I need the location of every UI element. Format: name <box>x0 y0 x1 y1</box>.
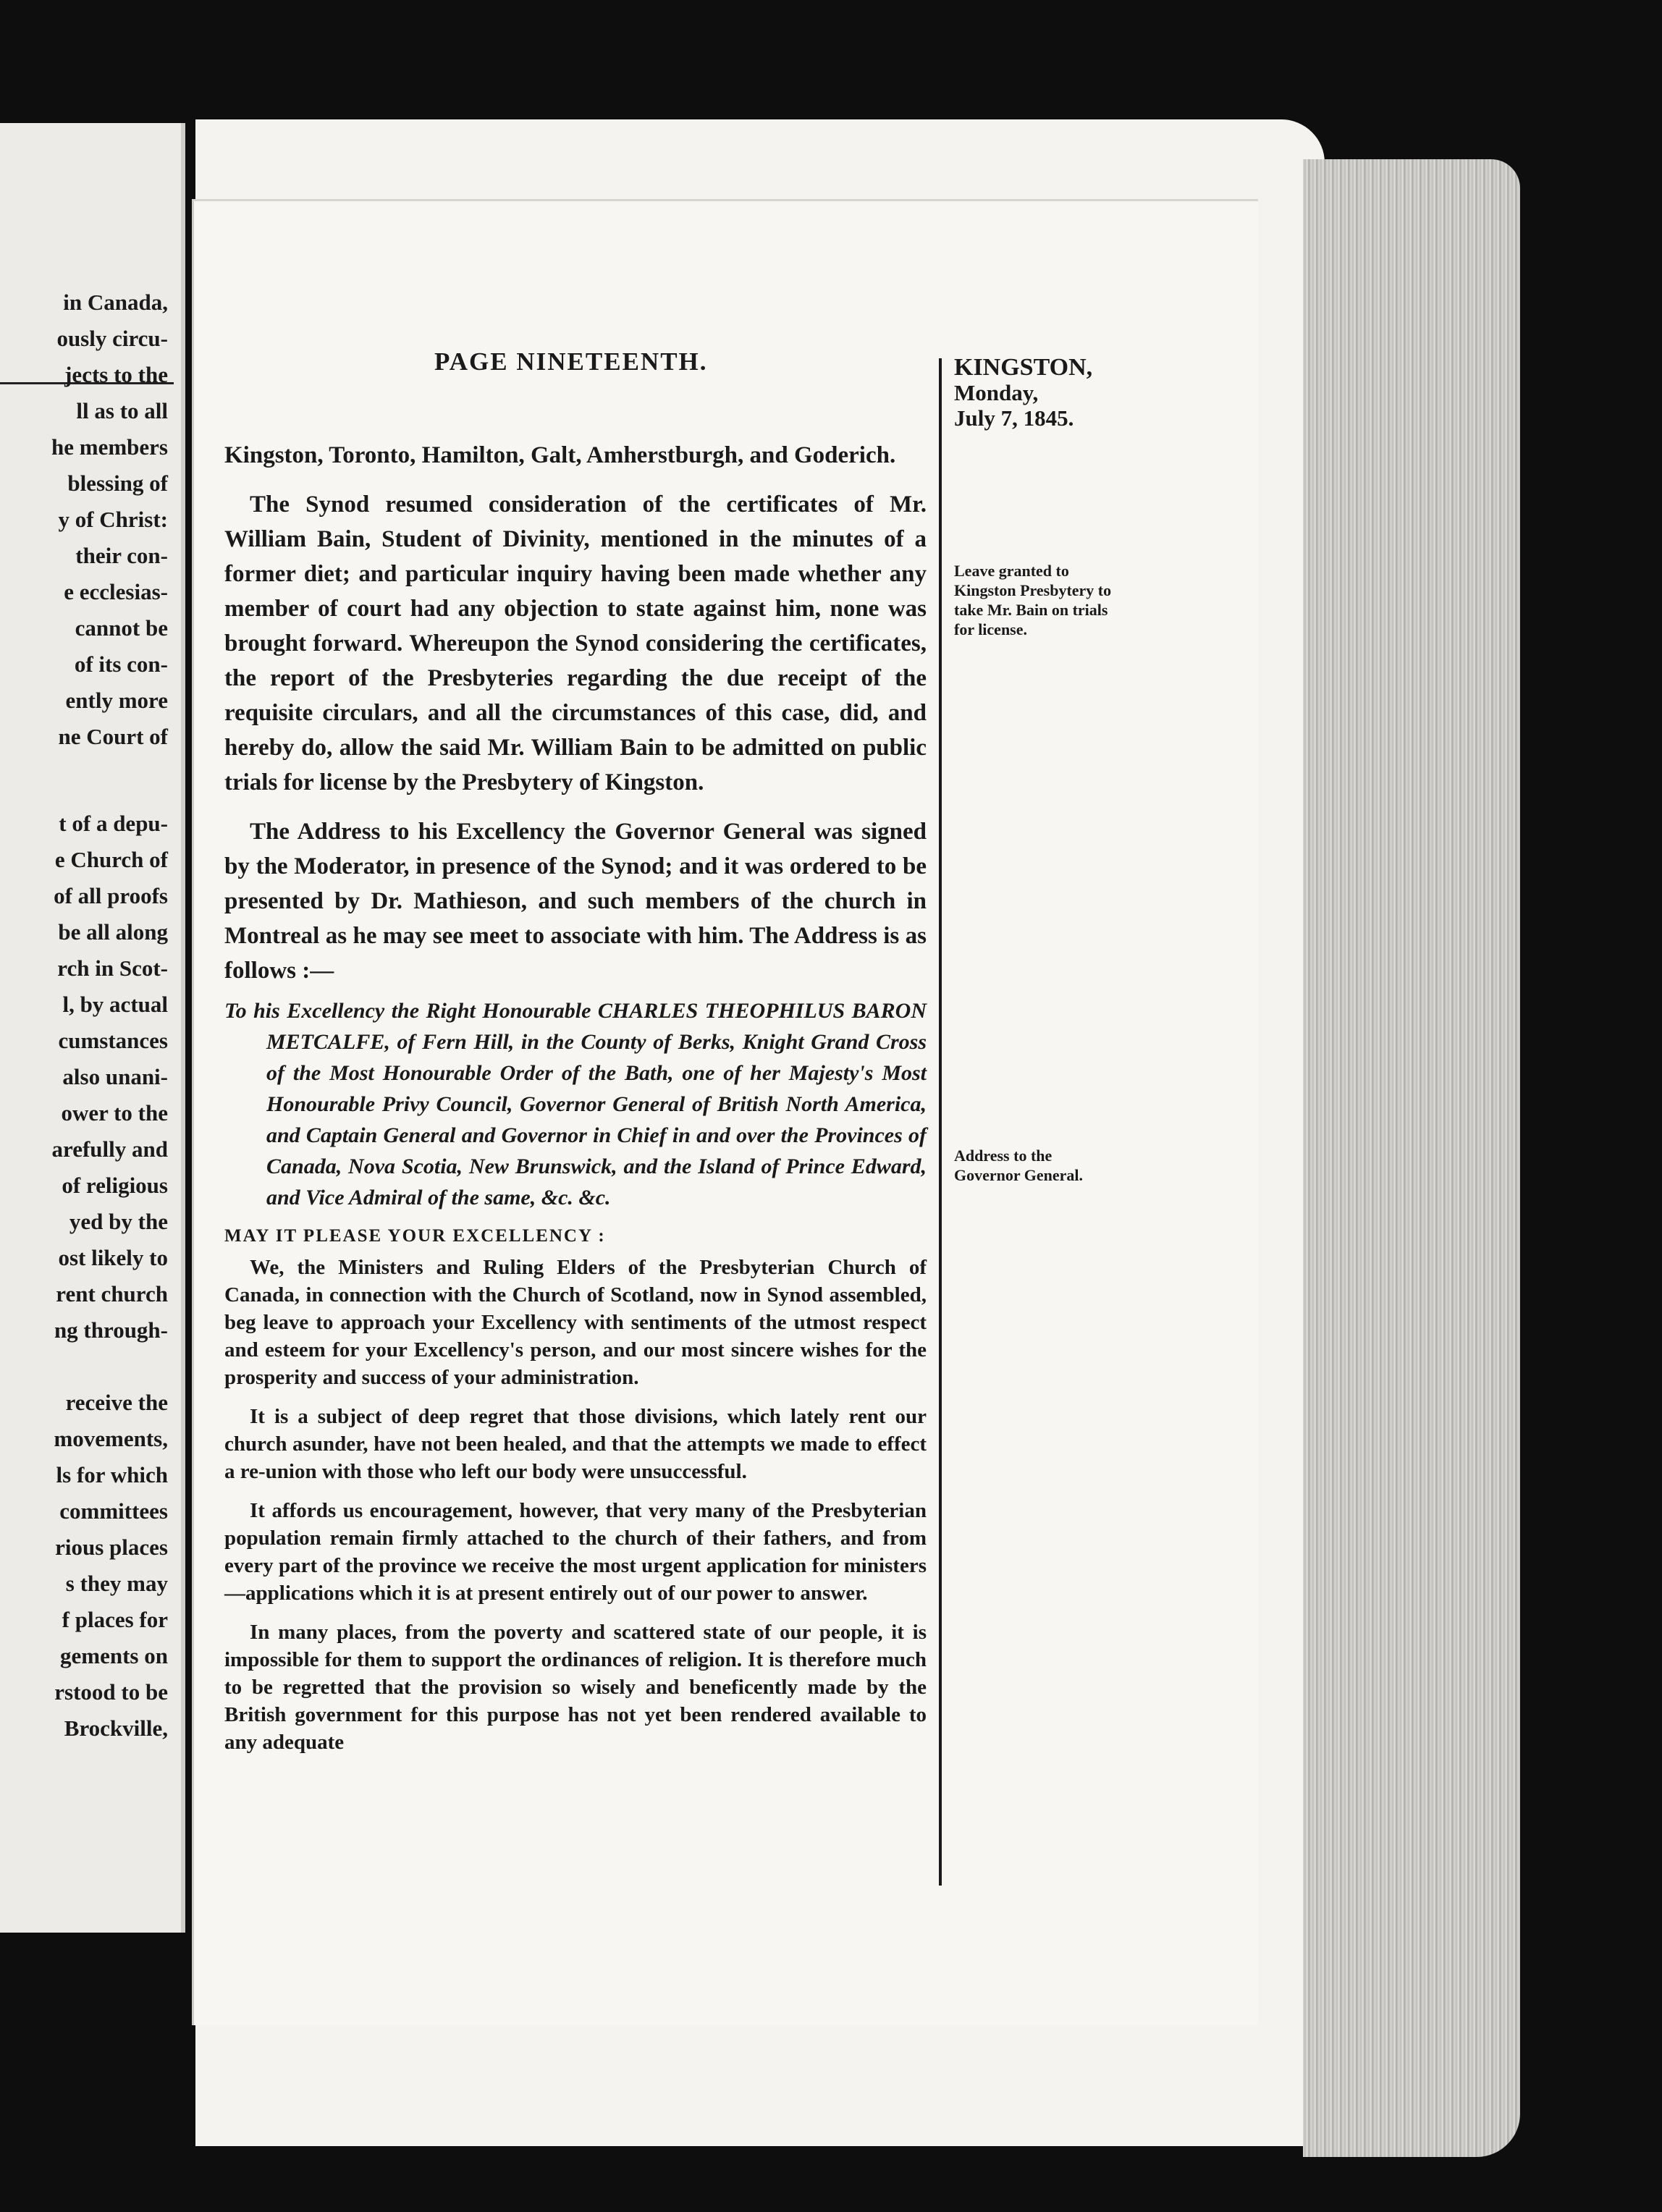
left-page-line: rstood to be <box>54 1679 168 1705</box>
address-paragraph: In many places, from the poverty and scattered state of our people, it is impossible for them to support the ordinances of religion. It is therefore much to be regretted that the provision so wisely and beneficently made by the British government for this purpose has not yet been rendered available to any adequate <box>224 1621 927 1754</box>
margin-note-leave: Leave granted to Kingston Presbytery to take Mr. Bain on trials for license. <box>954 562 1112 638</box>
left-page-line: gements on <box>60 1643 168 1668</box>
left-page-line: of its con- <box>74 651 168 677</box>
left-page-line: cumstances <box>58 1028 168 1053</box>
address-paragraph: We, the Ministers and Ruling Elders of the Presbyterian Church of Canada, in connection with the Church of Scotland, now in Synod assembled, beg leave to approach your Excellency with sentiments of the utmost respect and esteem for your Excellency's person, and our most sincere wishes for the prosperity and success of your administration. <box>224 1256 927 1389</box>
left-page-line: ently more <box>65 688 168 713</box>
left-page-line: ll as to all <box>76 398 168 423</box>
left-page-line: ost likely to <box>58 1245 168 1270</box>
address-paragraph: It is a subject of deep regret that those divisions, which lately rent our church asunder, have not been healed, and that the attempts we made to effect a re-union with those who left our body were unsuccessful. <box>224 1405 927 1483</box>
salutation: MAY IT PLEASE YOUR EXCELLENCY : <box>224 1226 606 1246</box>
left-page-line: movements, <box>54 1426 168 1451</box>
left-page-line: t of a depu- <box>59 811 168 836</box>
sidebar-date <box>954 355 1092 431</box>
page-edges <box>1303 159 1520 2157</box>
left-page-line: in Canada, <box>63 290 168 315</box>
left-page-line: committees <box>59 1498 168 1524</box>
left-page-line: ne Court of <box>58 724 168 749</box>
paragraph: The Address to his Excellency the Governor General was signed by the Moderator, in presence of the Synod; and it was ordered to be presented by Dr. Mathieson, and such members of the church in Montreal as he may see meet to associate with him. The Address is as follows :— <box>224 819 927 984</box>
left-page-line: l, by actual <box>62 992 168 1017</box>
left-page-line: also unani- <box>62 1064 168 1089</box>
left-page-line: ously circu- <box>56 326 168 351</box>
left-page-line: cannot be <box>75 615 168 641</box>
sidebar-place: KINGSTON, <box>954 354 1093 381</box>
left-page-line: ower to the <box>61 1100 168 1126</box>
left-page-line: their con- <box>75 543 168 568</box>
left-page-line: ls for which <box>56 1462 168 1487</box>
left-page-line: f places for <box>62 1607 168 1632</box>
column-divider <box>939 358 942 1886</box>
sidebar-day: Monday, <box>954 380 1039 405</box>
address-paragraph: It affords us encouragement, however, that very many of the Presbyterian population remain firmly attached to the church of their fathers, and from every part of the province we receive the most urgent application for ministers—applications which it is at present entirely out of our power to answer. <box>224 1499 927 1605</box>
left-page <box>0 123 185 1933</box>
left-page-line: rch in Scot- <box>57 955 168 981</box>
left-page-line: y of Christ: <box>58 507 168 532</box>
page-title: PAGE NINETEENTH. <box>434 347 708 376</box>
left-page-line: yed by the <box>69 1209 168 1234</box>
left-page-line: he members <box>51 434 168 460</box>
left-page-line: rent church <box>56 1281 168 1306</box>
left-page-line: blessing of <box>67 470 168 496</box>
left-page-line: e ecclesias- <box>64 579 168 604</box>
left-page-line: e Church of <box>54 847 168 872</box>
left-page-line: arefully and <box>51 1136 168 1162</box>
address-heading: To his Excellency the Right Honourable CHARLES THEOPHILUS BARON METCALFE, of Fern Hill, in the County of Berks, Knight Grand Cross of the Most Honourable Order of the Bath, one of her Majesty's Most Honourable Privy Council, Governor General of British North America, and Captain General and Governor in Chief in and over the Provinces of Canada, Nova Scotia, New Brunswick, and the Island of Prince Edward, and Vice Admiral of the same, &c. &c. <box>224 999 927 1210</box>
left-page-line: receive the <box>65 1390 168 1415</box>
sidebar-date-value: July 7, 1845. <box>954 405 1074 431</box>
left-page-line: Brockville, <box>64 1715 168 1741</box>
left-page-line: of all proofs <box>54 883 168 908</box>
left-page-line: jects to the <box>64 362 168 387</box>
paragraph: The Synod resumed consideration of the certificates of Mr. William Bain, Student of Divinity, mentioned in the minutes of a former diet; and particular inquiry having been made whether any member of court had any objection to state against him, none was brought forward. Whereupon the Synod considering the certificates, the report of the Presbyteries regarding the due receipt of the requisite circulars, and all the circumstances of this case, did, and hereby do, allow the said Mr. William Bain to be admitted on public trials for license by the Presbytery of Kingston. <box>224 491 927 795</box>
body-text <box>224 438 927 1756</box>
left-page-line: of religious <box>62 1173 168 1198</box>
left-page-line: s they may <box>65 1571 168 1596</box>
left-page-line: rious places <box>55 1535 168 1560</box>
margin-note-address: Address to the Governor General. <box>954 1147 1083 1184</box>
left-page-line: ng through- <box>54 1317 168 1343</box>
left-page-line: be all along <box>58 919 168 945</box>
paragraph: Kingston, Toronto, Hamilton, Galt, Amherstburgh, and Goderich. <box>224 442 896 468</box>
